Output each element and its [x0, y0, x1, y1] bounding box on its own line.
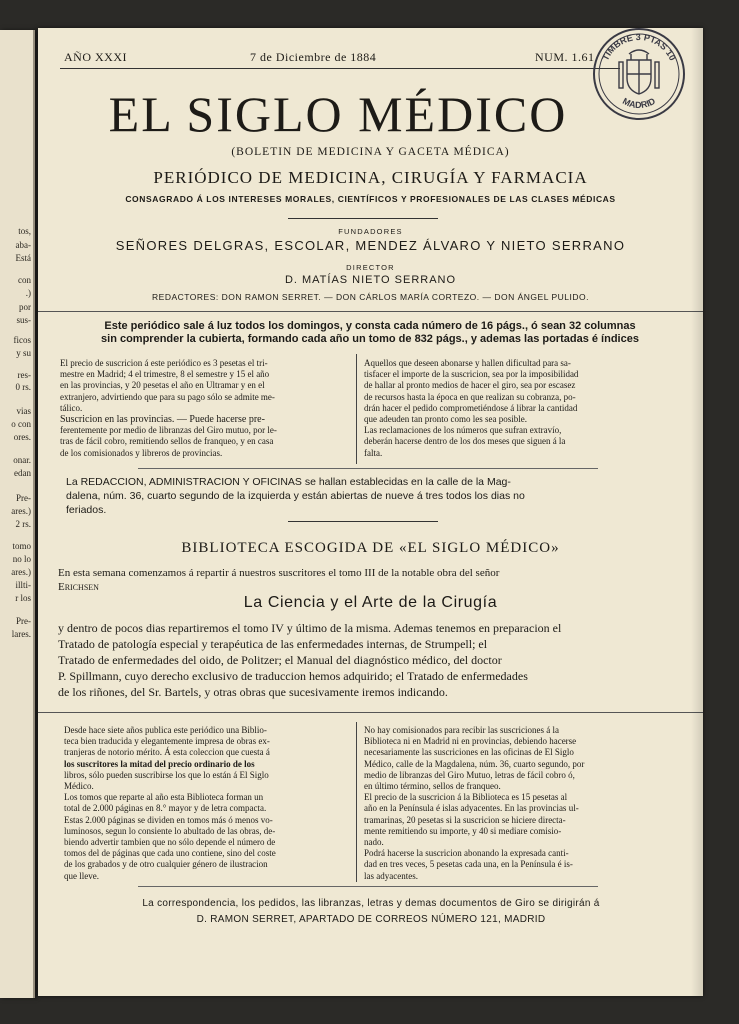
- prev-page-text-fragment: o con: [11, 419, 31, 429]
- subscription-rule: [138, 468, 598, 469]
- lib-left-line: Desde hace siete años publica este periódico una Biblio-: [64, 725, 267, 735]
- prev-page-text-fragment: edan: [14, 468, 31, 478]
- subscription-left-column: [60, 358, 350, 459]
- lib-left-line: libros, sólo pueden suscribirse los que lo están á El Siglo: [64, 769, 269, 780]
- sub-right-line: de hallar al pronto medios de hacer el giro, sea por escasez: [364, 380, 576, 391]
- prev-page-text-fragment: ficos: [13, 335, 31, 345]
- lib-right-line: nado.: [364, 837, 384, 848]
- sub-left-line: tálico.: [60, 402, 83, 413]
- redaccion-line-1: La REDACCION, ADMINISTRACION Y OFICINAS se hallan establecidas en la calle de la Mag-: [66, 476, 511, 488]
- library-body-line: y dentro de pocos dias repartiremos el tomo IV y último de la misma. Ademas tenemos en preparacion el: [58, 621, 562, 635]
- footer-line-1: La correspondencia, los pedidos, las libranzas, letras y demas documentos de Giro se dirigirán á: [142, 898, 600, 909]
- redaccion-line-3: feriados.: [66, 504, 107, 516]
- prev-page-text-fragment: no lo: [12, 554, 31, 564]
- office-address-notice: [66, 475, 676, 517]
- prev-page-text-fragment: .): [25, 288, 31, 298]
- prev-page-text-fragment: res-: [17, 370, 31, 380]
- previous-page-edge: [0, 30, 35, 998]
- prev-page-text-fragment: aba-: [15, 240, 31, 250]
- svg-text:TIMBRE 3 PTAS 10: [600, 32, 678, 62]
- prev-page-text-fragment: vias: [16, 406, 31, 416]
- lib-right-line: mente remitiendo su importe, y 40 si mediare comisio-: [364, 825, 562, 836]
- footer-line-2: D. RAMON SERRET, APARTADO DE CORREOS NÚMERO 121, MADRID: [196, 914, 546, 925]
- redaccion-divider: [288, 521, 438, 522]
- library-left-column: [64, 725, 350, 882]
- library-body-line: de los riñones, del Sr. Bartels, y otras obras que sucesivamente iremos indicando.: [58, 685, 448, 699]
- lib-right-line: dad en tres veces, 5 pesetas cada una, en la Península é is-: [364, 859, 573, 870]
- editors: REDACTORES: DON RAMON SERRET. — DON CÁRLOS MARÍA CORTEZO. — DON ÁNGEL PULIDO.: [152, 292, 589, 302]
- lib-left-line: teca bien traducida y elegantemente impresa de obras ex-: [64, 736, 270, 747]
- sub-right-line: Aquellos que deseen abonarse y hallen dificultad para sa-: [364, 358, 571, 368]
- lib-right-line: año en la Península é islas adyacentes. En las provincias ul-: [364, 803, 579, 814]
- sub-right-line: Las reclamaciones de los números que sufran extravío,: [364, 425, 562, 436]
- lib-left-line: que lleve.: [64, 870, 99, 881]
- sub-left-line: mestre en Madrid; 4 el trimestre, 8 el semestre y 15 el año: [60, 369, 270, 380]
- lib-right-line: las adyacentes.: [364, 870, 418, 881]
- prev-page-text-fragment: Está: [15, 253, 31, 263]
- newspaper-dedication: CONSAGRADO Á LOS INTERESES MORALES, CIENTÍFICOS Y PROFESIONALES DE LAS CLASES MÉDICAS: [125, 194, 616, 204]
- prev-page-text-fragment: tos,: [18, 226, 31, 236]
- lib-right-line: Biblioteca ni en Madrid ni en provincias, debiendo hacerse: [364, 736, 577, 747]
- sub-right-line: deberán hacerse dentro de los dos meses que siguen á la: [364, 436, 566, 447]
- sub-left-line: Suscricion en las provincias. — Puede hacerse pre-: [60, 414, 265, 426]
- lib-right-line: medio de libranzas del Giro Mutuo, letras de fácil cobro ó,: [364, 769, 575, 780]
- sub-right-line: de recursos hasta la época en que realizan su cobranza, po-: [364, 391, 576, 402]
- lib-left-line: los suscritores la mitad del precio ordinario de los: [64, 758, 255, 769]
- prev-page-text-fragment: ares.): [11, 506, 31, 516]
- lib-left-line: biendo advertir tambien que no sólo depende el número de: [64, 837, 276, 848]
- prev-page-text-fragment: ores.: [13, 432, 31, 442]
- prev-page-text-fragment: con: [18, 275, 31, 285]
- prev-page-text-fragment: tomo: [12, 541, 31, 551]
- redaccion-line-2: dalena, núm. 36, cuarto segundo de la izquierda y están abiertas de nueve á tres todos los dias no: [66, 490, 525, 502]
- lib-left-line: luminosos, segun lo consiente lo abultado de las obras, de-: [64, 825, 276, 836]
- founders-label: FUNDADORES: [338, 227, 403, 236]
- sub-left-line: de los comisionados y libreros de provincias.: [60, 447, 223, 458]
- issue-date: 7 de Diciembre de 1884: [250, 50, 377, 64]
- sub-right-line: falta.: [364, 447, 383, 458]
- column-divider-bottom: [356, 722, 357, 882]
- column-divider: [356, 354, 357, 464]
- lib-left-line: total de 2.000 páginas en 8.° mayor y de letra compacta.: [64, 803, 267, 814]
- library-body: [58, 620, 684, 700]
- lib-left-line: tranjeras de notorio mérito. Á esta coleccion que cuesta á: [64, 747, 270, 758]
- lib-left-line: de los grabados y de otro cualquier género de ilustracion: [64, 859, 268, 870]
- library-body-line: Tratado de patología especial y terapéutica de las enfermedades internas, de Strumpell; el: [58, 637, 488, 651]
- lib-right-line: Médico, calle de la Magdalena, núm. 36, cuarto segundo, por: [364, 758, 585, 769]
- library-rule: [38, 712, 703, 713]
- sub-left-line: El precio de suscricion á este periódico es 3 pesetas el tri-: [60, 358, 268, 368]
- library-title: BIBLIOTECA ESCOGIDA DE «EL SIGLO MÉDICO»: [181, 540, 560, 556]
- prev-page-text-fragment: 2 rs.: [15, 519, 31, 529]
- newspaper-tagline: PERIÓDICO DE MEDICINA, CIRUGÍA Y FARMACIA: [153, 168, 588, 187]
- prev-page-text-fragment: illti-: [15, 580, 31, 590]
- bottom-rule: [138, 886, 598, 887]
- correspondence-notice: [58, 896, 684, 928]
- newspaper-subtitle: (BOLETIN DE MEDICINA Y GACETA MÉDICA): [231, 146, 510, 158]
- featured-book-title: La Ciencia y el Arte de la Cirugía: [243, 594, 498, 611]
- prev-page-text-fragment: ares.): [11, 567, 31, 577]
- library-body-line: Tratado de enfermedades del oido, de Politzer; el Manual del diagnóstico médico, del doctor: [58, 653, 502, 667]
- library-intro-line-1: En esta semana comenzamos á repartir á nuestros suscritores el tomo III de la notable obra del señor: [58, 567, 500, 579]
- header-rule: [60, 68, 620, 69]
- issue-number: NUM. 1.61: [535, 50, 595, 64]
- sub-left-line: en las provincias, y 20 pesetas el año en Ultramar y en el: [60, 380, 265, 391]
- lib-left-line: Los tomos que reparte al año esta Biblioteca forman un: [64, 792, 264, 803]
- lib-right-line: El precio de la suscricion á la Biblioteca es 15 pesetas al: [364, 792, 568, 803]
- library-intro-line-2: Erichsen: [58, 581, 99, 593]
- prev-page-text-fragment: Pre-: [16, 493, 31, 503]
- sub-right-line: drán hacer el pedido comprometiéndose á librar la cantidad: [364, 402, 578, 413]
- stamp-bottom-text: MADRID: [621, 95, 657, 111]
- prev-page-text-fragment: Pre-: [16, 616, 31, 626]
- prev-page-text-fragment: por: [19, 302, 31, 312]
- director: D. MATÍAS NIETO SERRANO: [284, 274, 457, 286]
- prev-page-text-fragment: r los: [15, 593, 31, 603]
- prev-page-text-fragment: lares.: [11, 629, 31, 639]
- stamp-top-text: TIMBRE 3 PTAS 10: [600, 31, 678, 63]
- library-right-column: [364, 725, 660, 882]
- sub-left-line: tras de fácil cobro, remitiendo sellos de franqueo, y en casa: [60, 436, 274, 447]
- title-divider: [288, 218, 438, 219]
- lib-left-line: Médico.: [64, 781, 94, 792]
- editors-rule: [38, 311, 703, 312]
- publication-notice: [60, 320, 680, 346]
- director-label: DIRECTOR: [346, 263, 395, 272]
- lib-left-line: tomos del de páginas que cada uno contiene, sino del coste: [64, 848, 276, 859]
- library-body-line: P. Spillmann, cuyo derecho exclusivo de traduccion hemos adquirido; el Tratado de enfermedades: [58, 669, 528, 683]
- sub-right-line: tisfacer el importe de la suscricion, sea por la imposibilidad: [364, 369, 579, 380]
- sub-right-line: que adeuden tan pronto como les sea posible.: [364, 414, 527, 425]
- newspaper-title: EL SIGLO MÉDICO: [108, 86, 568, 142]
- prev-page-text-fragment: onar.: [13, 455, 31, 465]
- lib-right-line: Podrá hacerse la suscricion abonando la expresada canti-: [364, 848, 569, 859]
- founders: SEÑORES DELGRAS, ESCOLAR, MENDEZ ÁLVARO Y NIETO SERRANO: [115, 238, 626, 253]
- subscription-right-column: [364, 358, 660, 459]
- prev-page-text-fragment: sus-: [16, 315, 31, 325]
- lib-right-line: tramarinas, 20 pesetas si la suscricion se hiciere directa-: [364, 814, 566, 825]
- lib-right-line: No hay comisionados para recibir las suscriciones á la: [364, 725, 559, 735]
- lib-right-line: necesariamente las suscriciones en las oficinas de El Siglo: [364, 747, 574, 758]
- notice-line-2: sin comprender la cubierta, formando cada año un tomo de 832 págs., y ademas las portadas é índices: [101, 333, 639, 345]
- sub-left-line: extranjero, advirtiendo que para su pago sólo se admite me-: [60, 391, 275, 402]
- prev-page-text-fragment: 0 rs.: [15, 382, 31, 392]
- library-intro: [58, 566, 684, 594]
- year-label: AÑO XXXI: [64, 50, 127, 64]
- lib-right-line: en último término, sellos de franqueo.: [364, 781, 501, 792]
- newspaper-page: [38, 28, 703, 996]
- notice-line-1: Este periódico sale á luz todos los domingos, y consta cada número de 16 págs., ó sean 32 columnas: [104, 320, 636, 332]
- prev-page-text-fragment: y su: [16, 348, 31, 358]
- lib-left-line: Estas 2.000 páginas se dividen en tomos más ó menos vo-: [64, 814, 273, 825]
- sub-left-line: ferentemente por medio de libranzas del Giro mutuo, por le-: [60, 425, 277, 436]
